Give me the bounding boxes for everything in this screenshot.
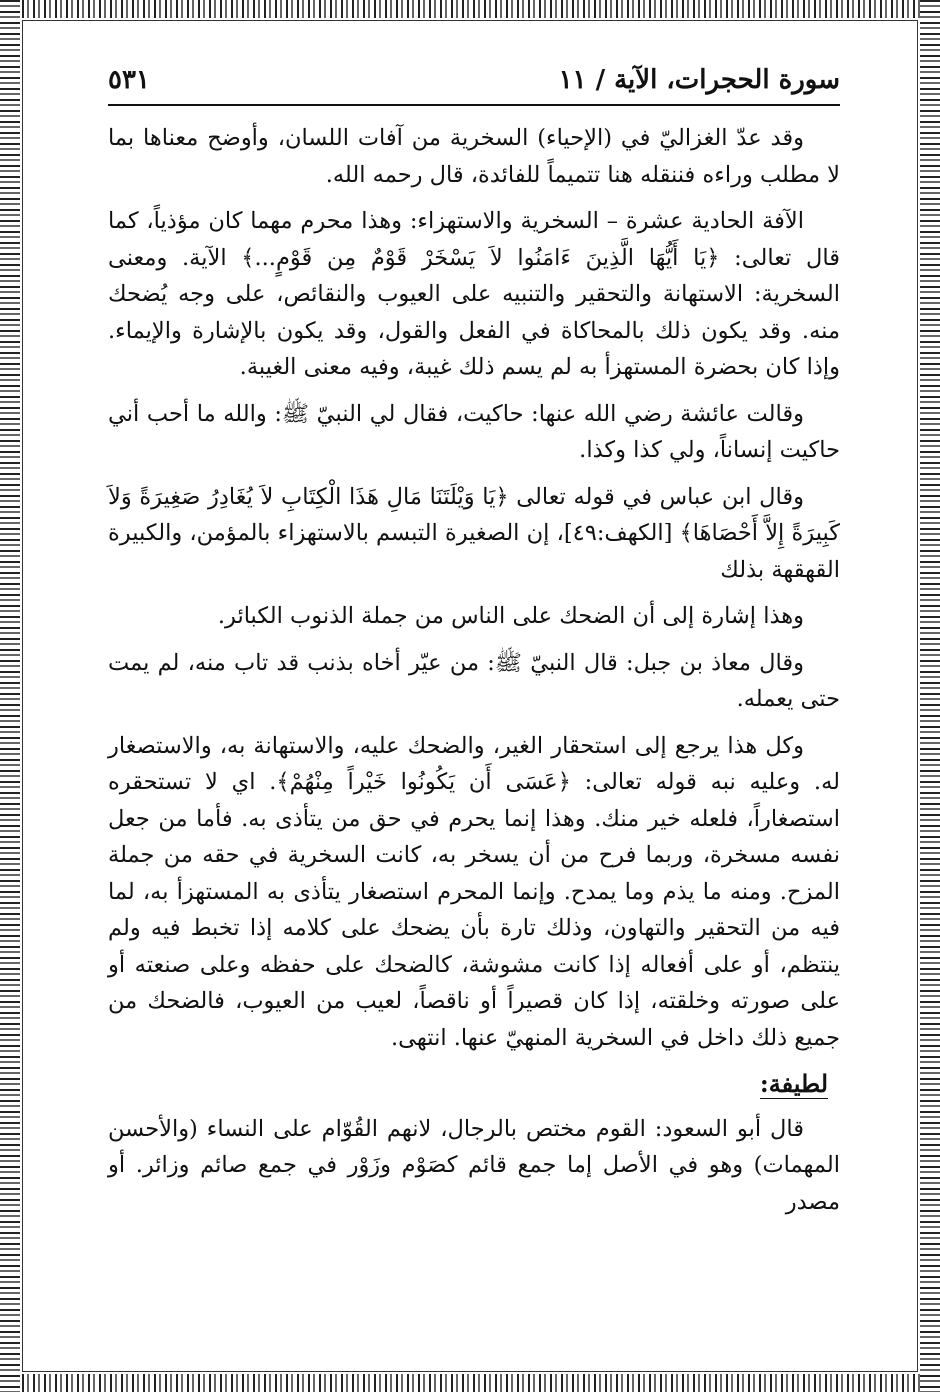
page-border-right: [920, 0, 940, 1392]
page-body: [108, 120, 840, 1230]
section-heading-text: لطيفة:: [759, 1069, 828, 1098]
section-heading: [108, 1066, 840, 1103]
paragraph-muadh-hadith: وقال معاذ بن جبل: قال النبيّ ﷺ: من عيّر أخاه بذنب قد تاب منه، لم يمت حتى يعمله.: [108, 649, 840, 712]
paragraph-aisha-hadith: وقالت عائشة رضي الله عنها: حاكيت، فقال لي النبيّ ﷺ: والله ما أحب أني حاكيت إنساناً، ولي كذا وكذا.: [108, 400, 840, 463]
paragraph-sukhriya-definition: الآفة الحادية عشرة – السخرية والاستهزاء: وهذا محرم مهما كان مؤذياً، كما قال تعالى: ﴿يَا أَيُّهَا الَّذِينَ ءَامَنُوا لاَ يَسْخَرْ قَوْمٌ مِن قَوْمٍ...﴾ الآية. ومعنى السخرية: الاستهانة والتحقير والتنبيه على العيوب والنقائص، على وجه يُضحك منه. وقد يكون ذلك بالمحاكاة في الفعل والقول، وقد يكون بالإشارة والإيماء. وإذا كان بحضرة المستهزأ به لم يسم ذلك غيبة، وفيه معنى الغيبة.: [108, 208, 840, 380]
page-border-top: [0, 0, 940, 18]
paragraph-ghazali-intro: وقد عدّ الغزاليّ في (الإحياء) السخرية من آفات اللسان، وأوضح معناها بما لا مطلب وراءه فننقله هنا تتميماً للفائدة، قال رحمه الله.: [108, 125, 840, 188]
paragraph-abu-saud: قال أبو السعود: القوم مختص بالرجال، لانهم القُوّام على النساء (والأحسن المهمات) وهو في الأصل إما جمع قائم كصَوْم وزَوْر في جمع صائم وزائر. أو مصدر: [108, 1115, 840, 1215]
paragraph-kabair-note: وهذا إشارة إلى أن الضحك على الناس من جملة الذنوب الكبائر.: [217, 603, 804, 629]
paragraph-istihqar: وكل هذا يرجع إلى استحقار الغير، والضحك عليه، والاستهانة به، والاستصغار له. وعليه نبه قوله تعالى: ﴿عَسَى أَن يَكُونُوا خَيْراً مِنْهُمْ﴾. اي لا تستحقره استصغاراً، فلعله خير منك. وهذا إنما يحرم في حق من يتأذى به. فأما من جعل نفسه مسخرة، وربما فرح من أن يسخر به، كانت السخرية في حقه من جملة المزح. ومنه ما يذم وما يمدح. وإنما المحرم استصغار يتأذى به المستهزأ به، لما فيه من التحقير والتهاون، وذلك تارة بأن يضحك على كلامه إذا تخبط فيه ولم ينتظم، أو على أفعاله إذا كانت مشوشة، كالضحك على حفظه وعلى صنعته أو على صورته وخلقته، إذا كان قصيراً أو ناقصاً، لعيب من العيوب، فالضحك من جميع ذلك داخل في السخرية المنهيّ عنها. انتهى.: [108, 732, 840, 1051]
page-border-bottom: [0, 1374, 940, 1392]
page-border-left: [0, 0, 20, 1392]
page-number: ٥٣١: [108, 65, 150, 95]
header-title: سورة الحجرات، الآية / ١١: [558, 65, 840, 95]
header-rule: [108, 104, 840, 106]
running-header: [108, 58, 840, 102]
paragraph-ibn-abbas: وقال ابن عباس في قوله تعالى ﴿يَا وَيْلَتَنَا مَالِ هَذَا الْكِتَابِ لاَ يُغَادِرُ صَغِيرَةً وَلاَ كَبِيرَةً إِلاَّ أَحْصَاهَا﴾ [الكهف:٤٩]، إن الصغيرة التبسم بالاستهزاء بالمؤمن، والكبيرة القهقهة بذلك: [108, 483, 840, 583]
